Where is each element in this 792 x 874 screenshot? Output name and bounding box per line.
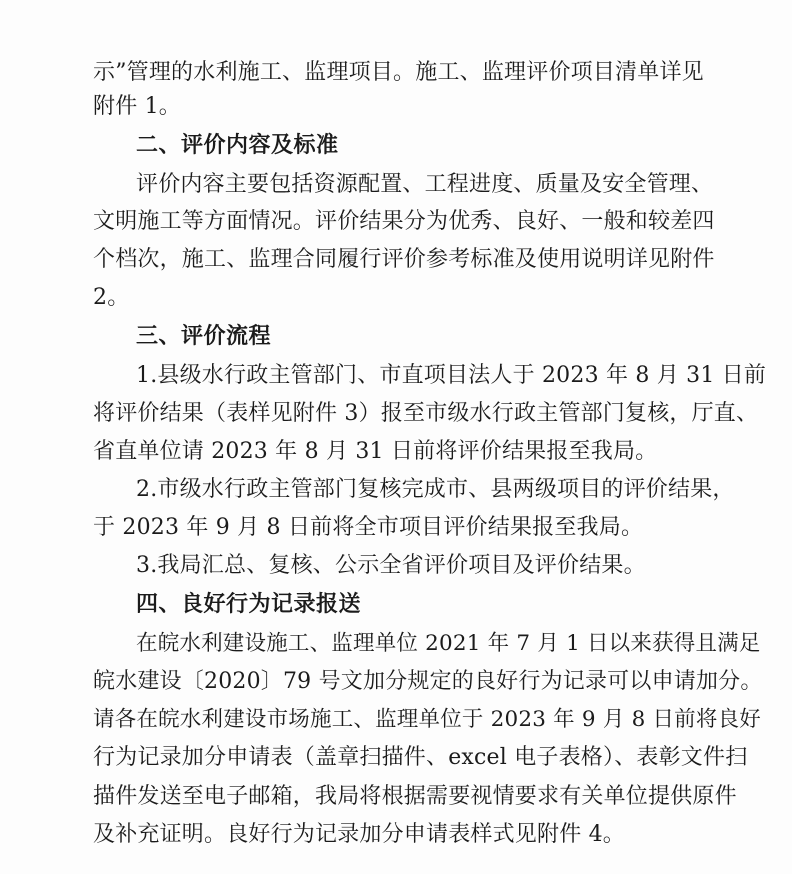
paragraph-line: 行为记录加分申请表（盖章扫描件、excel 电子表格）、表彰文件扫 <box>93 745 748 770</box>
section-heading-good-conduct-records: 四、良好行为记录报送 <box>136 592 362 617</box>
paragraph-line: 请各在皖水利建设市场施工、监理单位于 2023 年 9 月 8 日前将良好 <box>93 707 761 732</box>
paragraph-line: 在皖水利建设施工、监理单位 2021 年 7 月 1 日以来获得且满足 <box>136 631 761 656</box>
paragraph-line: 文明施工等方面情况。评价结果分为优秀、良好、一般和较差四 <box>93 209 715 234</box>
paragraph-line: 示”管理的水利施工、监理项目。施工、监理评价项目清单详见 <box>93 60 704 85</box>
section-heading-evaluation-content: 二、评价内容及标准 <box>136 133 339 158</box>
paragraph-line: 及补充证明。良好行为记录加分申请表样式见附件 4。 <box>93 822 625 847</box>
paragraph-line: 3.我局汇总、复核、公示全省评价项目及评价结果。 <box>136 553 646 578</box>
paragraph-line: 描件发送至电子邮箱，我局将根据需要视情要求有关单位提供原件 <box>93 784 737 809</box>
paragraph-line: 评价内容主要包括资源配置、工程进度、质量及安全管理、 <box>136 172 714 197</box>
paragraph-line: 省直单位请 2023 年 8 月 31 日前将评价结果报至我局。 <box>93 439 658 464</box>
paragraph-line: 附件 1。 <box>93 94 181 119</box>
paragraph-line: 2.市级水行政主管部门复核完成市、县两级项目的评价结果， <box>136 477 735 502</box>
paragraph-line: 于 2023 年 9 月 8 日前将全市项目评价结果报至我局。 <box>93 515 644 540</box>
paragraph-line: 皖水建设〔2020〕79 号文加分规定的良好行为记录可以申请加分。 <box>93 669 763 694</box>
paragraph-line: 1.县级水行政主管部门、市直项目法人于 2023 年 8 月 31 日前 <box>136 363 767 388</box>
paragraph-line: 将评价结果（表样见附件 3）报至市级水行政主管部门复核，厅直、 <box>93 401 759 426</box>
paragraph-line: 个档次，施工、监理合同履行评价参考标准及使用说明详见附件 <box>93 247 715 272</box>
paragraph-line: 2。 <box>93 285 130 310</box>
section-heading-evaluation-process: 三、评价流程 <box>136 324 272 349</box>
